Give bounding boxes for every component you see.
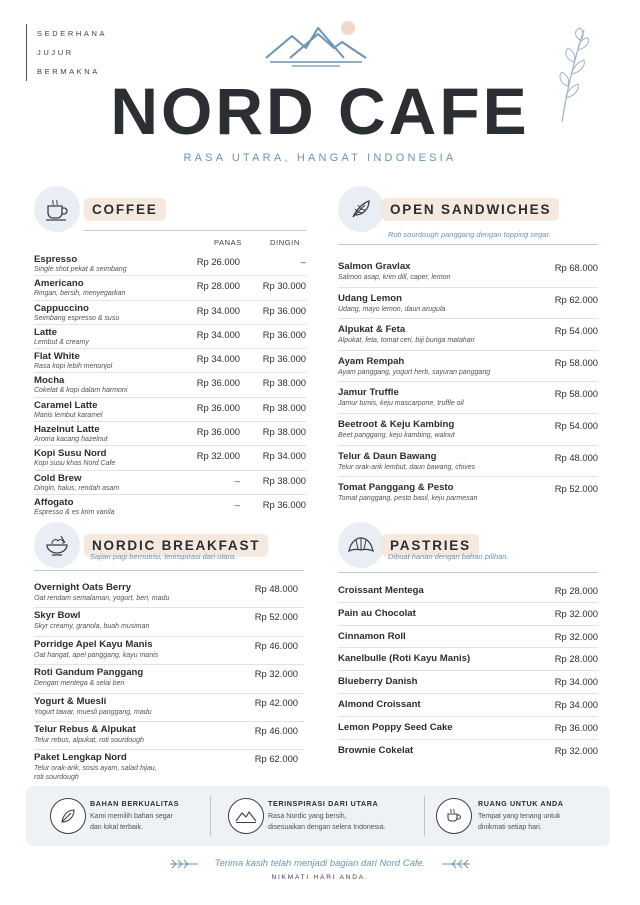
item-price: Rp 48.000 bbox=[254, 583, 298, 594]
menu-item bbox=[34, 446, 306, 470]
item-desc: Aroma kacang hazelnut bbox=[34, 436, 108, 444]
pastries-title: PASTRIES bbox=[382, 534, 479, 557]
price-hot: – bbox=[234, 474, 240, 486]
item-name: Croissant Mentega bbox=[338, 585, 424, 596]
item-price: Rp 28.000 bbox=[554, 653, 598, 665]
item-name: Tomat Panggang & Pesto bbox=[338, 482, 454, 494]
item-name: Almond Croissant bbox=[338, 698, 421, 710]
coffee-header bbox=[34, 186, 306, 234]
feature-space bbox=[430, 786, 610, 846]
price-cold: Rp 38.000 bbox=[262, 401, 306, 413]
item-name: Lemon Poppy Seed Cake bbox=[338, 721, 453, 733]
item-name: Telur Rebus & Alpukat bbox=[34, 723, 136, 735]
breakfast-title: NORDIC BREAKFAST bbox=[84, 534, 268, 557]
sandwiches-title: OPEN SANDWICHES bbox=[382, 198, 559, 221]
menu-item bbox=[34, 608, 304, 636]
feature-desc bbox=[268, 811, 386, 833]
menu-item bbox=[34, 665, 304, 693]
price-hot: – bbox=[234, 498, 240, 510]
feature-desc-line: Kami memilih bahan segar bbox=[90, 813, 173, 820]
breakfast-header bbox=[34, 522, 304, 570]
wheat-right-icon bbox=[442, 858, 470, 870]
closing-text: NIKMATI HARI ANDA. bbox=[271, 874, 369, 881]
sandwiches-subtitle: Roti sourdough panggang dengan topping segar. bbox=[388, 230, 551, 239]
item-name: Yogurt & Muesli bbox=[34, 695, 107, 707]
price-hot: Rp 32.000 bbox=[196, 450, 240, 462]
menu-item bbox=[338, 351, 598, 383]
menu-item bbox=[34, 694, 304, 722]
price-cold: – bbox=[300, 256, 306, 267]
item-price: Rp 58.000 bbox=[554, 388, 598, 400]
tagline-line: SEDERHANA bbox=[37, 29, 108, 38]
feature-desc-line: disesuaikan dengan selera Indonesia. bbox=[268, 824, 386, 831]
menu-item bbox=[34, 373, 306, 397]
item-desc: Telur orak-arik lembut, daun bawang, chives bbox=[338, 463, 476, 471]
item-name: Jamur Truffle bbox=[338, 387, 399, 399]
item-price: Rp 68.000 bbox=[554, 262, 598, 273]
price-hot: Rp 26.000 bbox=[196, 256, 240, 267]
item-desc: Beet panggang, keju kambing, walnut bbox=[338, 431, 455, 439]
feature-desc-line: Rasa Nordic yang bersih, bbox=[268, 813, 347, 820]
sandwiches-section bbox=[338, 186, 598, 516]
price-cold: Rp 36.000 bbox=[262, 498, 306, 510]
menu-item bbox=[34, 471, 306, 495]
pastries-section bbox=[338, 522, 598, 782]
menu-item bbox=[338, 288, 598, 320]
item-name: Mocha bbox=[34, 375, 65, 387]
item-price: Rp 52.000 bbox=[554, 483, 598, 495]
item-price: Rp 62.000 bbox=[554, 293, 598, 305]
item-name: Roti Gandum Panggang bbox=[34, 667, 144, 679]
menu-item bbox=[338, 671, 598, 694]
menu-item bbox=[338, 717, 598, 740]
item-desc: Alpukat, feta, tomat ceri, biji bunga matahari bbox=[338, 337, 475, 345]
menu-item bbox=[34, 637, 304, 665]
menu-item bbox=[34, 580, 304, 608]
menu-item bbox=[34, 422, 306, 446]
item-desc: Jamur tumis, keju mascarpone, truffle oil bbox=[338, 400, 464, 408]
coffee-list bbox=[34, 252, 306, 519]
coffee-title: COFFEE bbox=[84, 198, 166, 221]
col-hot-header: PANAS bbox=[214, 238, 242, 247]
item-desc: Dingin, halus, rendah asam bbox=[34, 484, 120, 492]
item-price: Rp 32.000 bbox=[554, 630, 598, 642]
price-hot: Rp 34.000 bbox=[196, 353, 240, 365]
feature-desc-line: dan lokal terbaik. bbox=[90, 824, 143, 831]
menu-item bbox=[338, 740, 598, 763]
item-desc: Rasa kopi lebih menonjol bbox=[34, 363, 113, 371]
price-cold: Rp 38.000 bbox=[262, 377, 306, 389]
menu-item bbox=[338, 256, 598, 288]
item-name: Cappuccino bbox=[34, 302, 89, 314]
item-price: Rp 34.000 bbox=[554, 676, 598, 688]
price-cold: Rp 36.000 bbox=[262, 304, 306, 316]
item-desc: Udang, mayo lemon, daun arugula bbox=[338, 305, 446, 313]
feature-title: TERINSPIRASI DARI UTARA bbox=[268, 799, 379, 808]
item-desc: Yogurt tawar, muesli panggang, madu bbox=[34, 708, 152, 716]
menu-item bbox=[34, 252, 306, 276]
item-name: Paket Lengkap Nord bbox=[34, 752, 127, 764]
col-cold-header: DINGIN bbox=[270, 238, 300, 247]
item-price: Rp 28.000 bbox=[554, 585, 598, 596]
price-hot: Rp 36.000 bbox=[196, 401, 240, 413]
item-desc: Ringan, bersih, menyegarkan bbox=[34, 290, 126, 298]
price-hot: Rp 34.000 bbox=[196, 304, 240, 316]
item-price: Rp 54.000 bbox=[554, 325, 598, 337]
item-name: Flat White bbox=[34, 351, 80, 363]
menu-item bbox=[34, 398, 306, 422]
menu-item bbox=[338, 580, 598, 603]
item-desc: Oat rendam semalaman, yogurt, beri, madu bbox=[34, 595, 170, 602]
item-name: Hazelnut Latte bbox=[34, 424, 100, 436]
item-name: Pain au Chocolat bbox=[338, 607, 416, 619]
item-desc: Salmon asap, krim dill, caper, lemon bbox=[338, 274, 451, 281]
breakfast-list bbox=[34, 580, 304, 786]
menu-item bbox=[338, 414, 598, 446]
menu-item bbox=[34, 349, 306, 373]
item-name: Overnight Oats Berry bbox=[34, 582, 132, 593]
item-desc: Tomat panggang, pesto basil, keju parmesan bbox=[338, 495, 478, 503]
price-cold: Rp 30.000 bbox=[262, 280, 306, 292]
item-name: Telur & Daun Bawang bbox=[338, 450, 437, 462]
tagline-line: JUJUR bbox=[37, 48, 74, 57]
feature-desc bbox=[478, 811, 561, 833]
tagline bbox=[26, 24, 107, 81]
item-name: Americano bbox=[34, 278, 84, 290]
price-hot: Rp 34.000 bbox=[196, 328, 240, 340]
item-desc: Single shot pekat & seimbang bbox=[34, 266, 127, 273]
coffee-cup-icon bbox=[436, 798, 472, 834]
feature-divider bbox=[210, 796, 211, 836]
brand-subtitle: RASA UTARA, HANGAT INDONESIA bbox=[183, 152, 457, 164]
item-desc: Skyr creamy, granola, buah musiman bbox=[34, 623, 150, 631]
item-price: Rp 62.000 bbox=[254, 753, 298, 765]
item-name: Udang Lemon bbox=[338, 292, 402, 304]
item-name: Skyr Bowl bbox=[34, 610, 81, 622]
price-hot: Rp 36.000 bbox=[196, 377, 240, 389]
item-price: Rp 46.000 bbox=[254, 639, 298, 651]
feature-desc bbox=[90, 811, 173, 833]
item-desc: Kopi susu khas Nord Cafe bbox=[34, 460, 116, 468]
sandwiches-list bbox=[338, 256, 598, 509]
leaf-icon bbox=[338, 186, 384, 232]
price-cold: Rp 38.000 bbox=[262, 474, 306, 486]
item-price: Rp 52.000 bbox=[254, 611, 298, 623]
item-name: Caramel Latte bbox=[34, 399, 98, 411]
item-name: Beetroot & Keju Kambing bbox=[338, 418, 455, 430]
menu-item bbox=[338, 446, 598, 478]
mountain-logo-icon bbox=[262, 20, 372, 68]
features-box bbox=[26, 786, 610, 846]
price-cold: Rp 34.000 bbox=[262, 450, 306, 462]
item-desc: Oat hangat, apel panggang, kayu manis bbox=[34, 651, 159, 659]
item-name: Blueberry Danish bbox=[338, 676, 418, 688]
mountain-icon bbox=[228, 798, 264, 834]
coffee-cup-icon bbox=[34, 186, 80, 232]
price-cold: Rp 38.000 bbox=[262, 426, 306, 438]
item-desc: Cokelat & kopi dalam harmoni bbox=[34, 387, 128, 395]
menu-item bbox=[34, 495, 306, 519]
coffee-section bbox=[34, 186, 306, 516]
feature-divider bbox=[424, 796, 425, 836]
breakfast-divider bbox=[34, 570, 304, 571]
price-cold: Rp 36.000 bbox=[262, 353, 306, 365]
pastries-divider bbox=[338, 572, 598, 573]
menu-item bbox=[338, 694, 598, 717]
price-hot: Rp 36.000 bbox=[196, 426, 240, 438]
item-name: Latte bbox=[34, 326, 57, 338]
menu-item bbox=[34, 276, 306, 300]
breakfast-section bbox=[34, 522, 304, 782]
item-price: Rp 32.000 bbox=[254, 668, 298, 680]
item-desc: Telur orak-arik, sosis ayam, salad hijau, bbox=[34, 765, 157, 773]
menu-item bbox=[338, 603, 598, 626]
item-price: Rp 48.000 bbox=[554, 451, 598, 463]
coffee-divider bbox=[84, 230, 306, 231]
item-name: Affogato bbox=[34, 496, 74, 508]
pastries-header bbox=[338, 522, 598, 570]
item-name: Kanelbulle (Roti Kayu Manis) bbox=[338, 653, 471, 665]
item-name: Salmon Gravlax bbox=[338, 261, 411, 272]
item-desc: Ayam panggang, yogurt herb, sayuran panggang bbox=[338, 368, 491, 376]
menu-item bbox=[338, 626, 598, 649]
pastries-subtitle: Dibuat harian dengan bahan pilihan. bbox=[388, 552, 509, 561]
leaf-icon bbox=[50, 798, 86, 834]
item-name: Kopi Susu Nord bbox=[34, 448, 107, 460]
item-price: Rp 32.000 bbox=[554, 607, 598, 619]
feature-desc-line: Tempat yang tenang untuk bbox=[478, 813, 561, 820]
price-cold: Rp 36.000 bbox=[262, 328, 306, 340]
feature-desc-line: dinikmati setiap hari. bbox=[478, 824, 542, 831]
menu-item bbox=[34, 750, 304, 786]
item-name: Brownie Cokelat bbox=[338, 744, 414, 756]
item-name: Cold Brew bbox=[34, 472, 82, 484]
item-desc: Dengan mentega & selai beri bbox=[34, 680, 125, 688]
bowl-icon bbox=[34, 522, 80, 568]
feature-quality bbox=[26, 786, 208, 846]
menu-item bbox=[338, 648, 598, 671]
item-name: Espresso bbox=[34, 254, 78, 265]
feature-title: BAHAN BERKUALITAS bbox=[90, 799, 180, 808]
menu-item bbox=[338, 382, 598, 414]
price-hot: Rp 28.000 bbox=[196, 280, 240, 292]
item-name: Ayam Rempah bbox=[338, 355, 405, 367]
pastries-list bbox=[338, 580, 598, 762]
brand-title: NORD CAFE bbox=[110, 74, 530, 148]
item-desc: Lembut & creamy bbox=[34, 338, 89, 346]
item-price: Rp 58.000 bbox=[554, 356, 598, 368]
menu-item bbox=[34, 301, 306, 325]
sandwiches-divider bbox=[338, 244, 598, 245]
feature-inspired bbox=[216, 786, 426, 846]
sandwiches-header bbox=[338, 186, 598, 239]
croissant-icon bbox=[338, 522, 384, 568]
item-name: Cinnamon Roll bbox=[338, 630, 406, 642]
item-desc: roti sourdough bbox=[34, 774, 79, 782]
tagline-line: BERMAKNA bbox=[37, 67, 100, 76]
item-price: Rp 32.000 bbox=[554, 744, 598, 756]
menu-item bbox=[338, 477, 598, 509]
item-desc: Seimbang espresso & susu bbox=[34, 314, 120, 322]
thanks-text: Terima kasih telah menjadi bagian dari Nord Cafe. bbox=[214, 858, 426, 869]
item-desc: Espresso & es krim vanila bbox=[34, 508, 115, 516]
menu-item bbox=[34, 325, 306, 349]
menu-item bbox=[338, 319, 598, 351]
item-price: Rp 42.000 bbox=[254, 696, 298, 708]
item-desc: Manis lembut karamel bbox=[34, 411, 103, 419]
item-price: Rp 34.000 bbox=[554, 698, 598, 710]
feature-title: RUANG UNTUK ANDA bbox=[478, 799, 564, 808]
item-price: Rp 54.000 bbox=[554, 419, 598, 431]
breakfast-subtitle: Sajian pagi bernutrisi, terinspirasi dari utara. bbox=[90, 552, 237, 561]
item-price: Rp 46.000 bbox=[254, 724, 298, 736]
menu-item bbox=[34, 722, 304, 750]
item-desc: Telur rebus, alpukat, roti sourdough bbox=[34, 736, 144, 744]
item-price: Rp 36.000 bbox=[554, 721, 598, 733]
item-name: Porridge Apel Kayu Manis bbox=[34, 638, 153, 650]
item-name: Alpukat & Feta bbox=[338, 324, 406, 336]
